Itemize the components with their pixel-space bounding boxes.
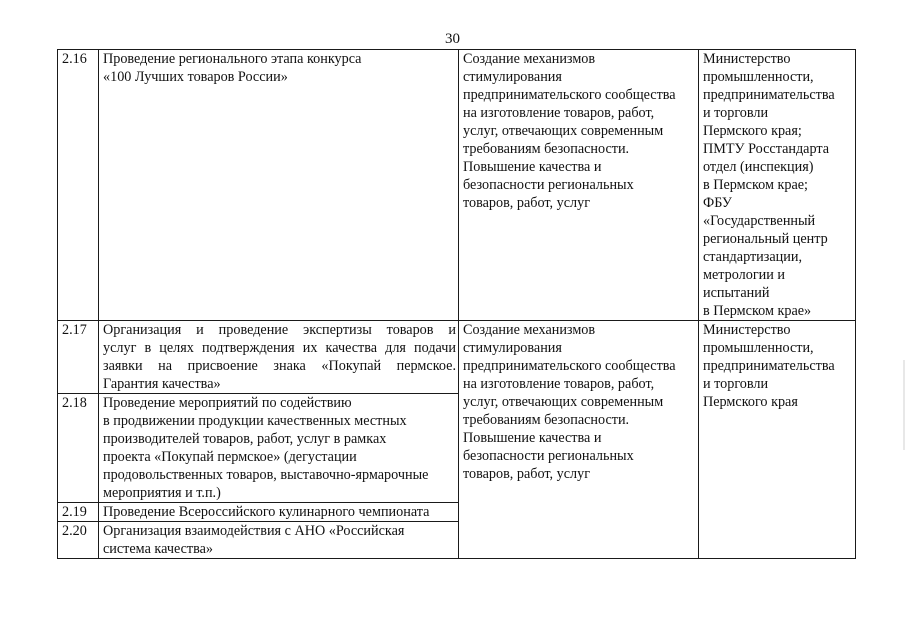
goal-line: требованиям безопасности.	[463, 141, 630, 157]
responsible-line: в Пермском крае;	[703, 177, 808, 193]
goal-line: услуг, отвечающих современным	[463, 123, 664, 139]
responsible-line: Пермского края;	[703, 123, 802, 139]
responsible-line: испытаний	[703, 285, 770, 301]
table-row	[58, 321, 856, 394]
goal-line: требованиям безопасности.	[463, 412, 630, 428]
responsible-line: в Пермском крае»	[703, 303, 812, 319]
activity-line: Проведение мероприятий по содействию	[103, 395, 352, 411]
goal-line: безопасности региональных	[463, 177, 634, 193]
activity-cell	[99, 321, 459, 394]
goal-line: стимулирования	[463, 340, 562, 356]
activity-cell	[99, 394, 459, 503]
responsible-line: промышленности,	[703, 69, 814, 85]
page-number: 30	[445, 31, 460, 47]
activity-line: система качества»	[103, 541, 214, 557]
responsible-line: ПМТУ Росстандарта	[703, 141, 830, 157]
activity-cell	[99, 503, 459, 522]
table-row	[58, 50, 856, 321]
activity-line: заявки на присвоение знака «Покупай пермское.	[103, 358, 456, 374]
activity-line: Проведение регионального этапа конкурса	[103, 51, 362, 67]
activity-line: Проведение Всероссийского кулинарного чемпионата	[103, 504, 430, 520]
goal-line: безопасности региональных	[463, 448, 634, 464]
responsible-line: региональный центр	[703, 231, 828, 247]
goal-cell-merged	[459, 321, 699, 559]
responsible-line: предпринимательства	[703, 358, 835, 374]
activity-line: мероприятия и т.п.)	[103, 485, 221, 501]
activity-cell	[99, 50, 459, 321]
responsible-line: предпринимательства	[703, 87, 835, 103]
activity-line: продовольственных товаров, выставочно-ярмарочные	[103, 467, 429, 483]
responsible-line: ФБУ	[703, 195, 732, 211]
activity-line: проекта «Покупай пермское» (дегустации	[103, 449, 357, 465]
activity-line: услуг в целях подтверждения их качества для подачи	[103, 340, 456, 356]
activity-cell	[99, 522, 459, 559]
activity-line: в продвижении продукции качественных местных	[103, 413, 407, 429]
row-number: 2.20	[58, 522, 99, 559]
goal-line: предпринимательского сообщества	[463, 358, 676, 374]
responsible-line: стандартизации,	[703, 249, 803, 265]
goal-line: Создание механизмов	[463, 51, 596, 67]
activity-line: Организация и проведение экспертизы товаров и	[103, 322, 456, 338]
goal-line: на изготовление товаров, работ,	[463, 105, 655, 121]
plan-table	[57, 49, 856, 559]
row-number: 2.18	[58, 394, 99, 503]
activity-line: «100 Лучших товаров России»	[103, 69, 288, 85]
goal-line: Повышение качества и	[463, 430, 602, 446]
goal-line: Создание механизмов	[463, 322, 596, 338]
goal-line: Повышение качества и	[463, 159, 602, 175]
responsible-cell-merged	[699, 321, 856, 559]
goal-line: товаров, работ, услуг	[463, 466, 591, 482]
responsible-line: отдел (инспекция)	[703, 159, 814, 175]
goal-line: предпринимательского сообщества	[463, 87, 676, 103]
goal-line: услуг, отвечающих современным	[463, 394, 664, 410]
activity-line: производителей товаров, работ, услуг в рамках	[103, 431, 387, 447]
responsible-cell	[699, 50, 856, 321]
activity-line: Гарантия качества»	[103, 376, 221, 392]
row-number: 2.17	[58, 321, 99, 394]
activity-line: Организация взаимодействия с АНО «Российская	[103, 523, 405, 539]
goal-line: стимулирования	[463, 69, 562, 85]
responsible-line: промышленности,	[703, 340, 814, 356]
row-number: 2.19	[58, 503, 99, 522]
goal-cell	[459, 50, 699, 321]
responsible-line: и торговли	[703, 376, 769, 392]
responsible-line: Министерство	[703, 51, 791, 67]
goal-line: товаров, работ, услуг	[463, 195, 591, 211]
goal-line: на изготовление товаров, работ,	[463, 376, 655, 392]
responsible-line: Пермского края	[703, 394, 798, 410]
responsible-line: и торговли	[703, 105, 769, 121]
responsible-line: «Государственный	[703, 213, 816, 229]
responsible-line: метрологии и	[703, 267, 785, 283]
row-number: 2.16	[58, 50, 99, 321]
responsible-line: Министерство	[703, 322, 791, 338]
